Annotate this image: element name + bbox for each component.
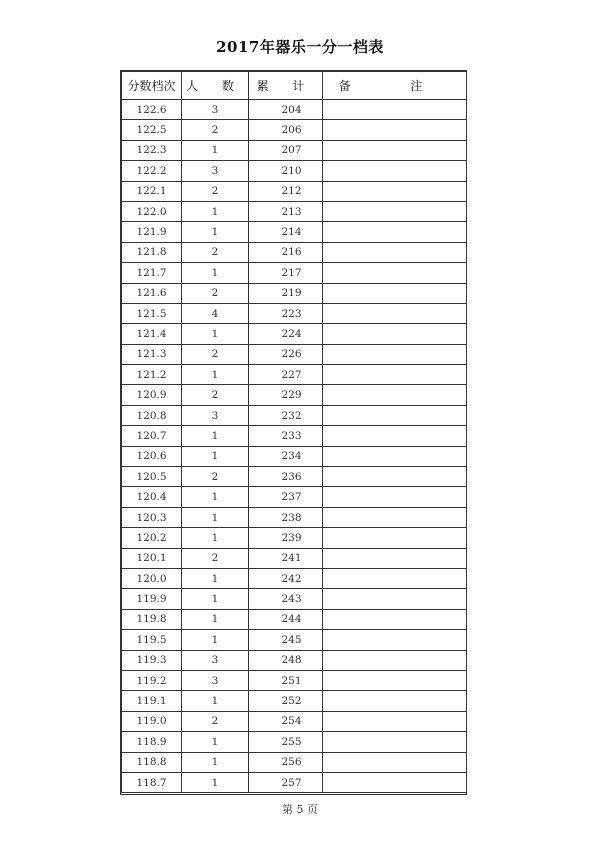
count-cell: 1 bbox=[182, 507, 249, 527]
table-row bbox=[122, 650, 467, 670]
score-cell: 120.3 bbox=[122, 507, 182, 527]
note-cell bbox=[323, 507, 467, 527]
note-cell bbox=[323, 324, 467, 344]
score-cell: 122.5 bbox=[122, 120, 182, 140]
table-row bbox=[122, 344, 467, 364]
score-cell: 119.9 bbox=[122, 589, 182, 609]
score-distribution-table bbox=[121, 71, 467, 793]
score-cell: 119.1 bbox=[122, 691, 182, 711]
table-row bbox=[122, 324, 467, 344]
score-cell: 119.5 bbox=[122, 630, 182, 650]
note-cell bbox=[323, 446, 467, 466]
note-cell bbox=[323, 568, 467, 588]
table-row bbox=[122, 630, 467, 650]
cumulative-cell: 255 bbox=[249, 732, 323, 752]
count-cell: 2 bbox=[182, 711, 249, 731]
score-cell: 122.0 bbox=[122, 201, 182, 221]
table-row bbox=[122, 242, 467, 262]
count-cell: 1 bbox=[182, 528, 249, 548]
count-cell: 3 bbox=[182, 100, 249, 120]
note-cell bbox=[323, 609, 467, 629]
count-cell: 1 bbox=[182, 487, 249, 507]
count-cell: 3 bbox=[182, 161, 249, 181]
table-row bbox=[122, 711, 467, 731]
score-cell: 121.7 bbox=[122, 263, 182, 283]
table-header-row bbox=[122, 72, 467, 100]
count-cell: 1 bbox=[182, 201, 249, 221]
cumulative-cell: 252 bbox=[249, 691, 323, 711]
table-row bbox=[122, 426, 467, 446]
cumulative-cell: 210 bbox=[249, 161, 323, 181]
cumulative-cell: 227 bbox=[249, 365, 323, 385]
cumulative-cell: 237 bbox=[249, 487, 323, 507]
table-row bbox=[122, 589, 467, 609]
note-cell bbox=[323, 467, 467, 487]
count-cell: 2 bbox=[182, 467, 249, 487]
note-cell bbox=[323, 711, 467, 731]
note-cell bbox=[323, 140, 467, 160]
count-cell: 1 bbox=[182, 426, 249, 446]
table-row bbox=[122, 100, 467, 120]
note-cell bbox=[323, 426, 467, 446]
cumulative-cell: 229 bbox=[249, 385, 323, 405]
count-cell: 3 bbox=[182, 405, 249, 425]
table-row bbox=[122, 670, 467, 690]
count-cell: 1 bbox=[182, 263, 249, 283]
cumulative-cell: 243 bbox=[249, 589, 323, 609]
table-row bbox=[122, 467, 467, 487]
score-cell: 119.2 bbox=[122, 670, 182, 690]
count-cell: 2 bbox=[182, 548, 249, 568]
table-row bbox=[122, 752, 467, 772]
cumulative-cell: 239 bbox=[249, 528, 323, 548]
note-cell bbox=[323, 181, 467, 201]
score-cell: 120.2 bbox=[122, 528, 182, 548]
header-score-level: 分数档次 bbox=[122, 72, 182, 100]
cumulative-cell: 214 bbox=[249, 222, 323, 242]
table-row bbox=[122, 548, 467, 568]
cumulative-cell: 238 bbox=[249, 507, 323, 527]
page-number: 第 5 页 bbox=[282, 803, 318, 816]
cumulative-cell: 254 bbox=[249, 711, 323, 731]
count-cell: 1 bbox=[182, 140, 249, 160]
table-row bbox=[122, 487, 467, 507]
count-cell: 3 bbox=[182, 650, 249, 670]
note-cell bbox=[323, 772, 467, 792]
note-cell bbox=[323, 344, 467, 364]
count-cell: 1 bbox=[182, 772, 249, 792]
note-cell bbox=[323, 222, 467, 242]
count-cell: 1 bbox=[182, 568, 249, 588]
score-cell: 121.6 bbox=[122, 283, 182, 303]
score-cell: 119.0 bbox=[122, 711, 182, 731]
score-cell: 120.4 bbox=[122, 487, 182, 507]
cumulative-cell: 245 bbox=[249, 630, 323, 650]
table-row bbox=[122, 120, 467, 140]
note-cell bbox=[323, 283, 467, 303]
score-cell: 118.8 bbox=[122, 752, 182, 772]
table-row bbox=[122, 263, 467, 283]
score-cell: 120.6 bbox=[122, 446, 182, 466]
note-cell bbox=[323, 752, 467, 772]
cumulative-cell: 219 bbox=[249, 283, 323, 303]
score-cell: 122.2 bbox=[122, 161, 182, 181]
count-cell: 1 bbox=[182, 222, 249, 242]
note-cell bbox=[323, 263, 467, 283]
cumulative-cell: 234 bbox=[249, 446, 323, 466]
note-cell bbox=[323, 201, 467, 221]
table-row bbox=[122, 181, 467, 201]
count-cell: 2 bbox=[182, 120, 249, 140]
cumulative-cell: 204 bbox=[249, 100, 323, 120]
note-cell bbox=[323, 242, 467, 262]
note-cell bbox=[323, 365, 467, 385]
score-cell: 121.8 bbox=[122, 242, 182, 262]
score-cell: 121.9 bbox=[122, 222, 182, 242]
note-cell bbox=[323, 589, 467, 609]
score-cell: 120.0 bbox=[122, 568, 182, 588]
cumulative-cell: 244 bbox=[249, 609, 323, 629]
table-row bbox=[122, 691, 467, 711]
cumulative-cell: 206 bbox=[249, 120, 323, 140]
count-cell: 4 bbox=[182, 303, 249, 323]
count-cell: 1 bbox=[182, 324, 249, 344]
note-cell bbox=[323, 670, 467, 690]
count-cell: 1 bbox=[182, 446, 249, 466]
count-cell: 2 bbox=[182, 344, 249, 364]
score-cell: 121.2 bbox=[122, 365, 182, 385]
table-row bbox=[122, 385, 467, 405]
table-row bbox=[122, 732, 467, 752]
count-cell: 2 bbox=[182, 181, 249, 201]
score-cell: 119.8 bbox=[122, 609, 182, 629]
cumulative-cell: 251 bbox=[249, 670, 323, 690]
header-notes: 备 注 bbox=[323, 72, 467, 100]
count-cell: 1 bbox=[182, 609, 249, 629]
note-cell bbox=[323, 650, 467, 670]
score-cell: 120.8 bbox=[122, 405, 182, 425]
cumulative-cell: 232 bbox=[249, 405, 323, 425]
cumulative-cell: 224 bbox=[249, 324, 323, 344]
cumulative-cell: 223 bbox=[249, 303, 323, 323]
table-row bbox=[122, 283, 467, 303]
table-row bbox=[122, 446, 467, 466]
score-cell: 120.1 bbox=[122, 548, 182, 568]
table-row bbox=[122, 609, 467, 629]
count-cell: 1 bbox=[182, 589, 249, 609]
table-row bbox=[122, 365, 467, 385]
table-row bbox=[122, 772, 467, 792]
note-cell bbox=[323, 100, 467, 120]
table-row bbox=[122, 161, 467, 181]
cumulative-cell: 217 bbox=[249, 263, 323, 283]
note-cell bbox=[323, 487, 467, 507]
cumulative-cell: 233 bbox=[249, 426, 323, 446]
score-cell: 120.7 bbox=[122, 426, 182, 446]
count-cell: 1 bbox=[182, 365, 249, 385]
note-cell bbox=[323, 303, 467, 323]
note-cell bbox=[323, 630, 467, 650]
note-cell bbox=[323, 385, 467, 405]
cumulative-cell: 242 bbox=[249, 568, 323, 588]
note-cell bbox=[323, 120, 467, 140]
note-cell bbox=[323, 548, 467, 568]
cumulative-cell: 248 bbox=[249, 650, 323, 670]
cumulative-cell: 241 bbox=[249, 548, 323, 568]
cumulative-cell: 212 bbox=[249, 181, 323, 201]
cumulative-cell: 207 bbox=[249, 140, 323, 160]
cumulative-cell: 236 bbox=[249, 467, 323, 487]
table-row bbox=[122, 568, 467, 588]
score-cell: 118.9 bbox=[122, 732, 182, 752]
table-row bbox=[122, 528, 467, 548]
cumulative-cell: 256 bbox=[249, 752, 323, 772]
score-cell: 121.4 bbox=[122, 324, 182, 344]
count-cell: 2 bbox=[182, 385, 249, 405]
count-cell: 1 bbox=[182, 752, 249, 772]
cumulative-cell: 213 bbox=[249, 201, 323, 221]
score-cell: 121.5 bbox=[122, 303, 182, 323]
table-row bbox=[122, 405, 467, 425]
count-cell: 3 bbox=[182, 670, 249, 690]
table-row bbox=[122, 201, 467, 221]
count-cell: 1 bbox=[182, 732, 249, 752]
score-cell: 118.7 bbox=[122, 772, 182, 792]
cumulative-cell: 257 bbox=[249, 772, 323, 792]
count-cell: 2 bbox=[182, 283, 249, 303]
note-cell bbox=[323, 732, 467, 752]
count-cell: 1 bbox=[182, 691, 249, 711]
table-row bbox=[122, 140, 467, 160]
page-title: 2017年器乐一分一档表 bbox=[216, 38, 384, 56]
score-cell: 122.1 bbox=[122, 181, 182, 201]
note-cell bbox=[323, 405, 467, 425]
table-body bbox=[122, 100, 467, 793]
cumulative-cell: 216 bbox=[249, 242, 323, 262]
score-cell: 119.3 bbox=[122, 650, 182, 670]
score-cell: 120.9 bbox=[122, 385, 182, 405]
table-row bbox=[122, 303, 467, 323]
score-cell: 122.3 bbox=[122, 140, 182, 160]
score-cell: 121.3 bbox=[122, 344, 182, 364]
note-cell bbox=[323, 691, 467, 711]
header-cumulative: 累 计 bbox=[249, 72, 323, 100]
score-cell: 120.5 bbox=[122, 467, 182, 487]
count-cell: 1 bbox=[182, 630, 249, 650]
note-cell bbox=[323, 528, 467, 548]
note-cell bbox=[323, 161, 467, 181]
header-count: 人 数 bbox=[182, 72, 249, 100]
score-cell: 122.6 bbox=[122, 100, 182, 120]
table-row bbox=[122, 507, 467, 527]
table-row bbox=[122, 222, 467, 242]
cumulative-cell: 226 bbox=[249, 344, 323, 364]
count-cell: 2 bbox=[182, 242, 249, 262]
